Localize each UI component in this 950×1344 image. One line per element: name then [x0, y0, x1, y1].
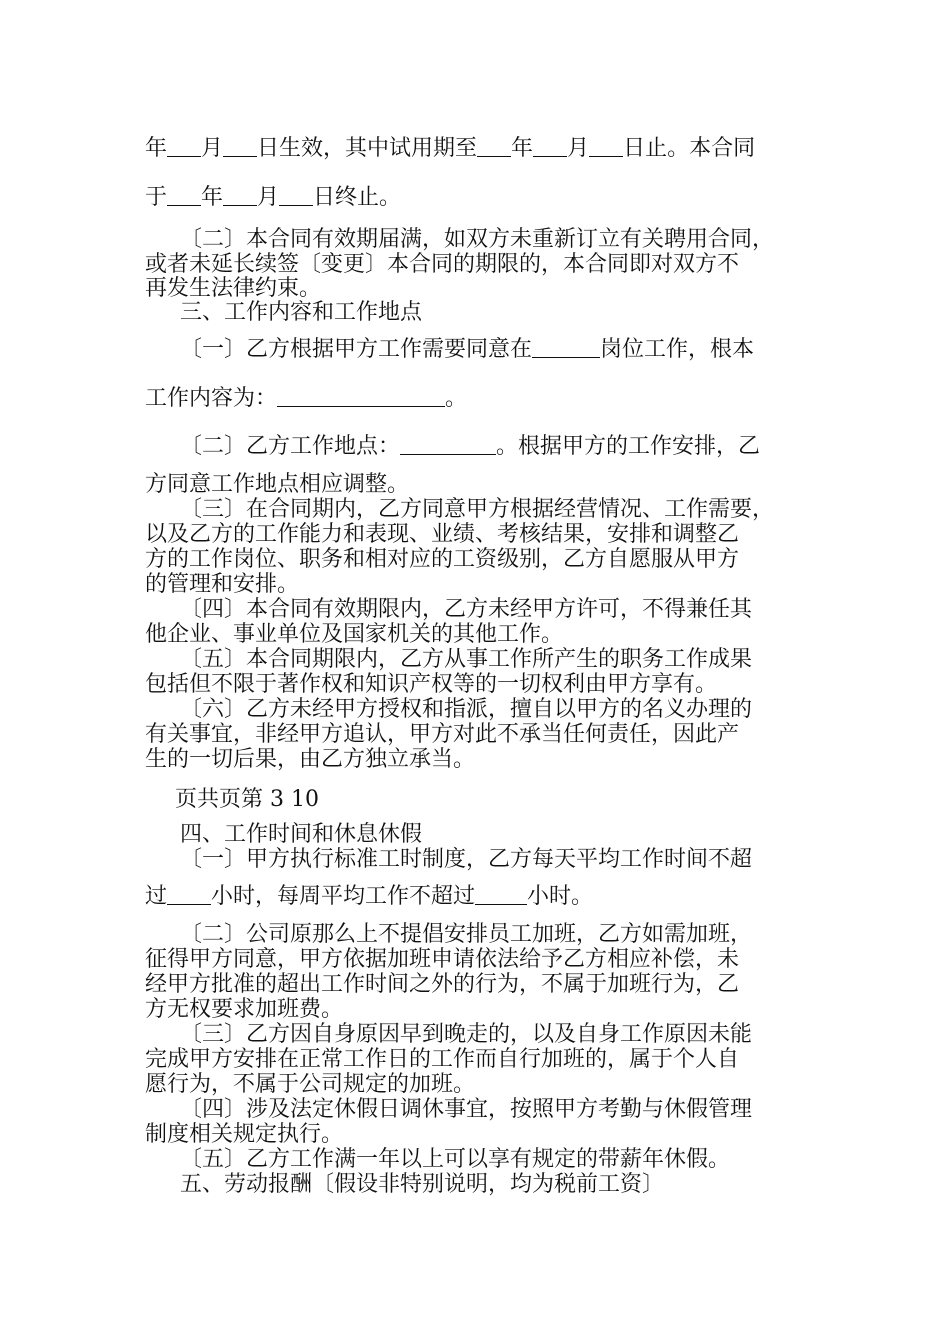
text-segment: 月	[567, 136, 590, 161]
text-segment: 年	[201, 185, 224, 210]
text-segment: 日止。本合同	[623, 136, 756, 161]
text-line: 〔四〕涉及法定休假日调休事宜，按照甲方考勤与休假管理	[180, 1097, 753, 1122]
text-line: 再发生法律约束。	[145, 276, 322, 301]
blank-underline	[475, 884, 527, 905]
section-heading: 五、劳动报酬〔假设非特别说明，均为税前工资〕	[180, 1172, 665, 1197]
text-segment: 月	[257, 185, 280, 210]
text-segment: 〔二〕乙方工作地点：	[180, 434, 401, 459]
text-line: 方的工作岗位、职务和相对应的工资级别，乙方自愿服从甲方	[145, 547, 740, 572]
blank-underline	[532, 337, 600, 358]
text-line: 愿行为，不属于公司规定的加班。	[145, 1072, 476, 1097]
text-segment: 年	[511, 136, 534, 161]
page-footer: 页共页第 3 10	[175, 787, 319, 812]
blank-underline	[167, 185, 201, 206]
text-segment: 小时，每周平均工作不超过	[211, 884, 476, 909]
text-line: 生的一切后果，由乙方独立承当。	[145, 747, 476, 772]
text-line: 〔二〕本合同有效期届满，如双方未重新订立有关聘用合同，	[180, 227, 775, 252]
text-line: 制度相关规定执行。	[145, 1122, 344, 1147]
text-line: 包括但不限于著作权和知识产权等的一切权利由甲方享有。	[145, 672, 718, 697]
text-line	[145, 386, 467, 412]
blank-underline	[167, 884, 211, 905]
section-heading: 三、工作内容和工作地点	[180, 300, 423, 325]
text-segment: 。	[445, 386, 468, 411]
text-segment: 月	[201, 136, 224, 161]
text-line	[145, 136, 755, 162]
text-line: 〔二〕公司原那么上不提倡安排员工加班，乙方如需加班，	[180, 922, 753, 947]
text-line: 或者未延长续签〔变更〕本合同的期限的，本合同即对双方不	[145, 252, 740, 277]
text-line: 方无权要求加班费。	[145, 997, 344, 1022]
text-segment: 岗位工作，根本	[600, 337, 755, 362]
text-segment: 〔一〕乙方根据甲方工作需要同意在	[180, 337, 533, 362]
text-segment: 工作内容为：	[145, 386, 278, 411]
text-line: 完成甲方安排在正常工作日的工作而自行加班的，属于个人自	[145, 1047, 740, 1072]
blank-underline	[223, 185, 257, 206]
blank-underline	[277, 386, 445, 407]
section-heading: 四、工作时间和休息休假	[180, 822, 423, 847]
blank-underline	[167, 136, 201, 157]
blank-underline	[223, 136, 257, 157]
text-line: 〔六〕乙方未经甲方授权和指派，擅自以甲方的名义办理的	[180, 697, 753, 722]
text-segment: 日生效，其中试用期至	[257, 136, 478, 161]
blank-underline	[477, 136, 511, 157]
text-segment: 过	[145, 884, 168, 909]
text-line: 〔五〕乙方工作满一年以上可以享有规定的带薪年休假。	[180, 1147, 731, 1172]
text-line: 方同意工作地点相应调整。	[145, 472, 410, 497]
text-line: 征得甲方同意，甲方依据加班申请依法给予乙方相应补偿，未	[145, 947, 740, 972]
text-line: 〔三〕在合同期内，乙方同意甲方根据经营情况、工作需要，	[180, 497, 775, 522]
blank-underline	[533, 136, 567, 157]
text-line	[180, 337, 754, 363]
text-line	[145, 884, 593, 910]
text-line: 经甲方批准的超出工作时间之外的行为，不属于加班行为，乙	[145, 972, 740, 997]
text-line: 有关事宜，非经甲方追认，甲方对此不承当任何责任，因此产	[145, 722, 740, 747]
blank-underline	[279, 185, 313, 206]
text-line: 以及乙方的工作能力和表现、业绩、考核结果，安排和调整乙	[145, 522, 740, 547]
text-segment: 年	[145, 136, 168, 161]
text-segment: 于	[145, 185, 168, 210]
text-line: 的管理和安排。	[145, 572, 300, 597]
text-segment: 日终止。	[313, 185, 402, 210]
text-line	[145, 185, 401, 211]
text-segment: 小时。	[527, 884, 594, 909]
text-line	[180, 434, 760, 460]
text-segment: 。根据甲方的工作安排，乙	[496, 434, 761, 459]
text-line: 〔五〕本合同期限内，乙方从事工作所产生的职务工作成果	[180, 647, 753, 672]
blank-underline	[400, 434, 496, 455]
blank-underline	[589, 136, 623, 157]
text-line: 〔三〕乙方因自身原因早到晚走的，以及自身工作原因未能	[180, 1022, 753, 1047]
text-line: 他企业、事业单位及国家机关的其他工作。	[145, 622, 564, 647]
text-line: 〔一〕甲方执行标准工时制度，乙方每天平均工作时间不超	[180, 847, 753, 872]
text-line: 〔四〕本合同有效期限内，乙方未经甲方许可，不得兼任其	[180, 597, 753, 622]
